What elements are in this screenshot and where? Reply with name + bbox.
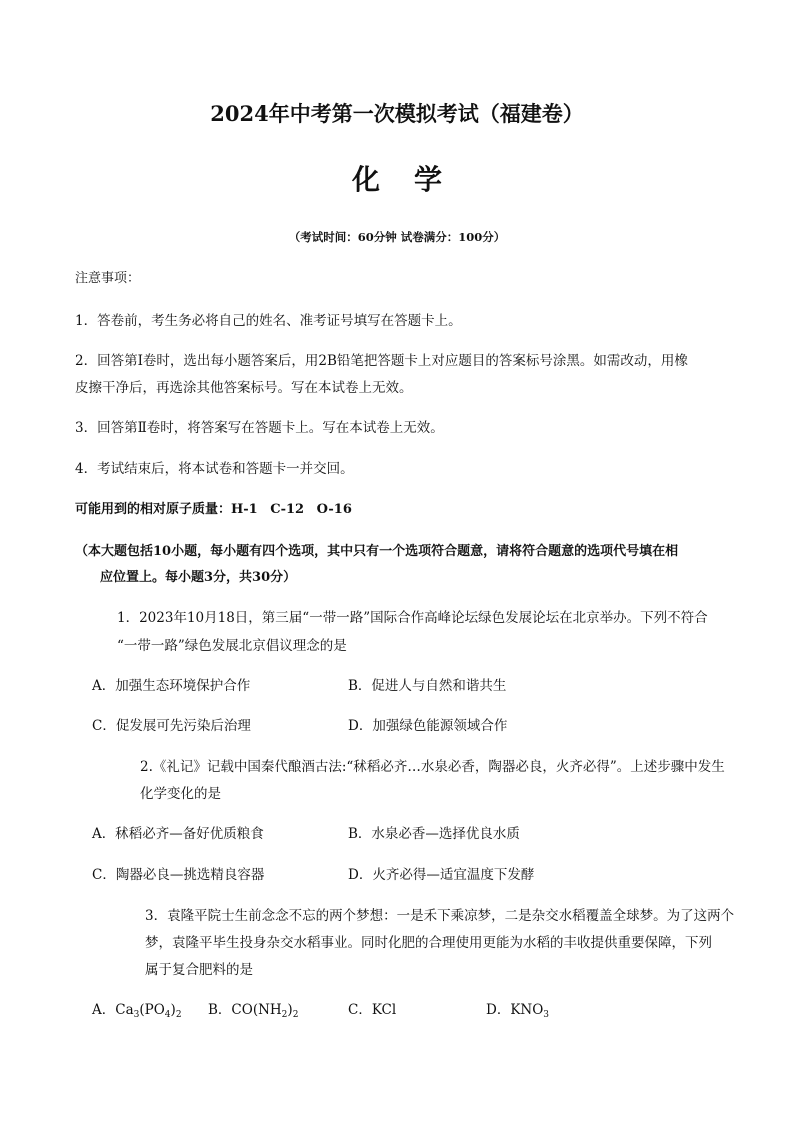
question-1-stem-line2: “一带一路”绿色发展北京倡议理念的是 — [117, 638, 347, 654]
option-d-label: D． — [486, 1002, 511, 1018]
question-3-option-c: C．KCl — [348, 1002, 397, 1018]
question-2-option-c: C．陶器必良—挑选精良容器 — [92, 867, 265, 883]
question-2-option-a: A．秫稻必齐—备好优质粮食 — [92, 826, 264, 842]
question-2-option-d: D．火齐必得—适宜温度下发酵 — [348, 867, 535, 883]
exam-title: 2024年中考第一次模拟考试（福建卷） — [210, 101, 584, 126]
question-1-option-c: C．促发展可先污染后治理 — [92, 718, 251, 734]
question-1-option-b: B．促进人与自然和谐共生 — [348, 678, 507, 694]
notice-item-2-cont: 皮擦干净后，再选涂其他答案标号。写在本试卷上无效。 — [75, 380, 413, 396]
question-1-stem-line1: 1．2023年10月18日，第三届“一带一路”国际合作高峰论坛绿色发展论坛在北京举办。下列不符合 — [117, 610, 708, 626]
question-3-stem-line2: 梦，袁隆平毕生投身杂交水稻事业。同时化肥的合理使用更能为水稻的丰收提供重要保障，下列 — [145, 935, 712, 951]
section-instructions-line2: 应位置上。每小题3分，共30分） — [100, 570, 297, 585]
notice-heading: 注意事项： — [75, 271, 141, 286]
question-2-option-b: B．水泉必香—选择优良水质 — [348, 826, 520, 842]
notice-item-1: 1．答卷前，考生务必将自己的姓名、准考证号填写在答题卡上。 — [75, 313, 462, 329]
question-3-option-a — [92, 998, 182, 1018]
subject-title: 化学 — [351, 163, 476, 196]
notice-item-3: 3．回答第Ⅱ卷时，将答案写在答题卡上。写在本试卷上无效。 — [75, 420, 444, 436]
notice-item-4: 4．考试结束后，将本试卷和答题卡一并交回。 — [75, 461, 354, 477]
exam-info: （考试时间：60分钟 试卷满分：100分） — [288, 230, 506, 244]
question-3-stem-line3: 属于复合肥料的是 — [145, 962, 253, 978]
option-b-formula: $CO(NH_2)_2$ — [231, 1002, 299, 1020]
question-3-option-d — [486, 998, 549, 1018]
option-a-formula: $Ca_3(PO_4)_2$ — [115, 1002, 182, 1020]
question-1-option-d: D．加强绿色能源领域合作 — [348, 718, 508, 734]
option-a-label: A． — [92, 1002, 116, 1018]
option-b-label: B． — [208, 1002, 232, 1018]
notice-item-2: 2．回答第Ⅰ卷时，选出每小题答案后，用2B铅笔把答题卡上对应题目的答案标号涂黑。如需改动，用橡 — [75, 353, 688, 369]
atomic-masses: 可能用到的相对原子质量：H-1 C-12 O-16 — [75, 502, 352, 517]
section-instructions-line1: （本大题包括10小题，每小题有四个选项，其中只有一个选项符合题意，请将符合题意的选项代号填在相 — [75, 544, 679, 559]
question-3-option-b — [208, 998, 298, 1018]
question-1-option-a: A．加强生态环境保护合作 — [92, 678, 251, 694]
option-d-formula: $KNO_3$ — [510, 1002, 550, 1020]
question-3-stem-line1: 3．袁隆平院士生前念念不忘的两个梦想：一是禾下乘凉梦，二是杂交水稻覆盖全球梦。为了这两个 — [145, 908, 735, 924]
question-2-stem-line1: 2.《礼记》记载中国秦代酿酒古法:“秫稻必齐…水泉必香，陶器必良，火齐必得”。上述步骤中发生 — [140, 759, 725, 775]
question-2-stem-line2: 化学变化的是 — [140, 786, 221, 802]
